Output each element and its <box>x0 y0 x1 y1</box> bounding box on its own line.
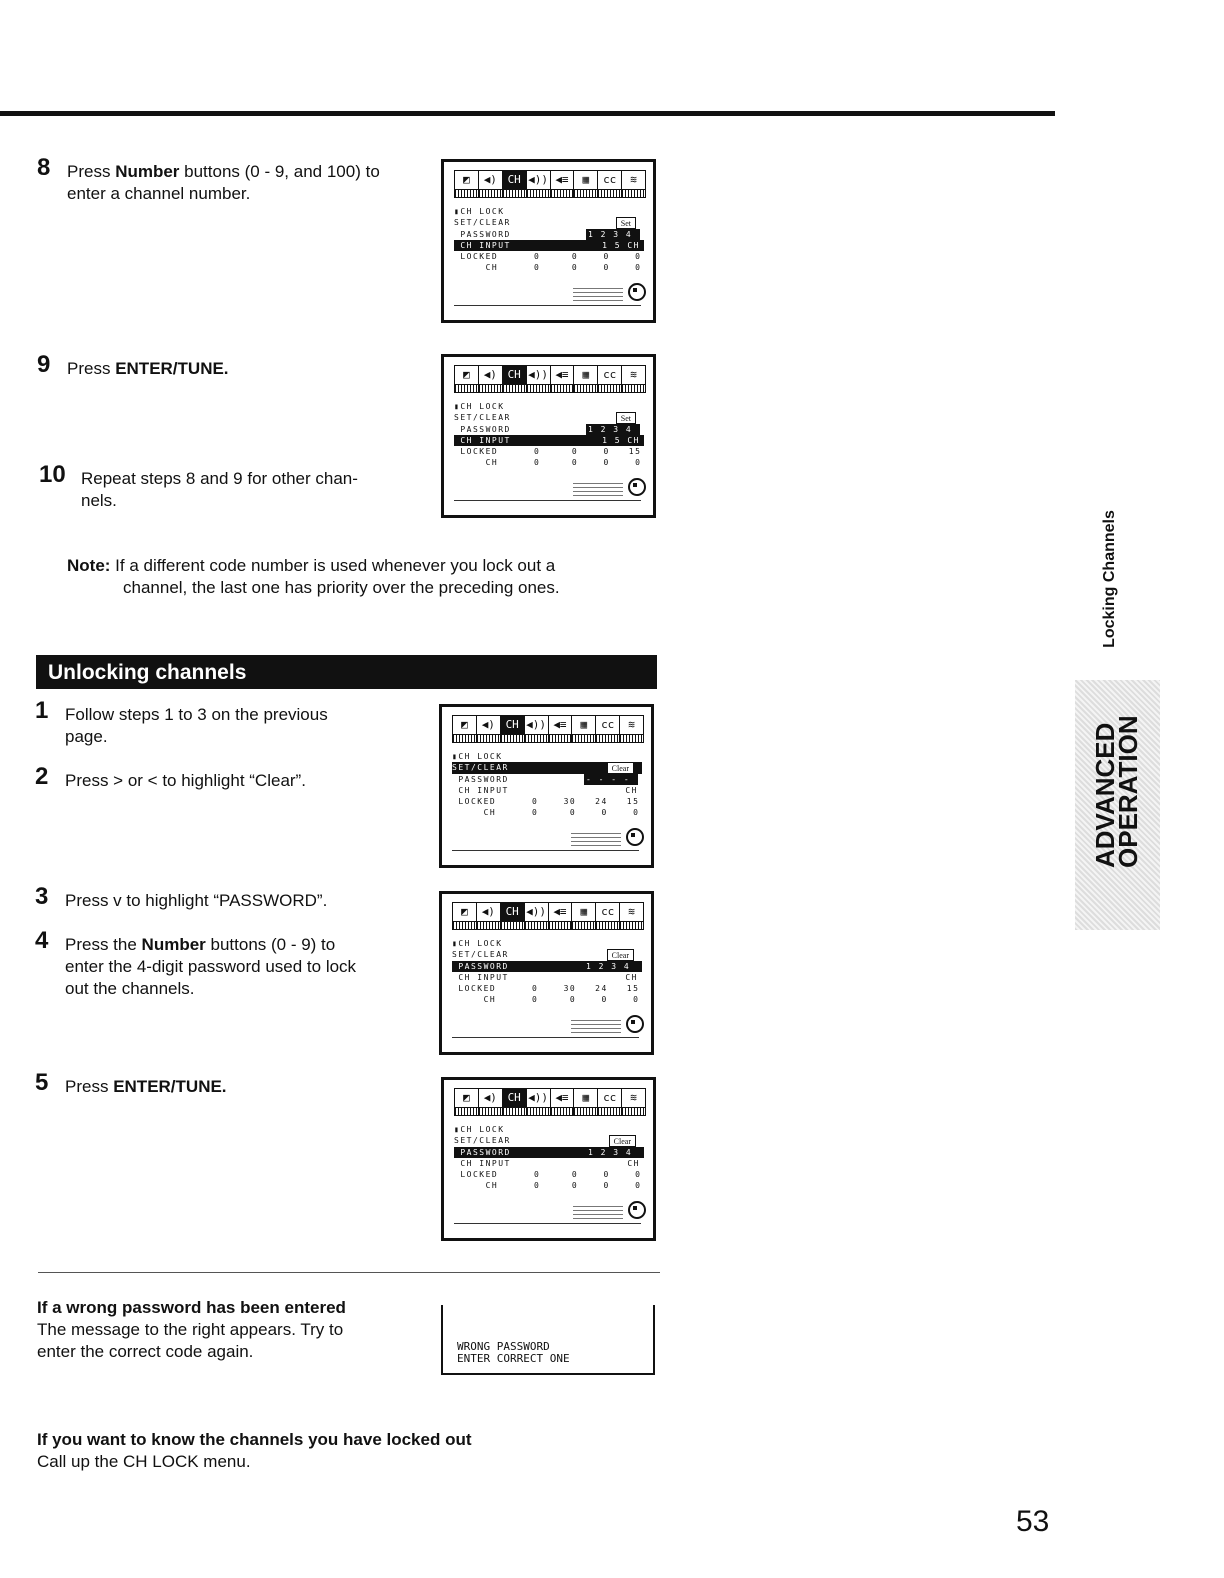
side-section-label: Locking Channels <box>1101 510 1118 648</box>
menu-tab-icon: ▦ <box>574 171 598 197</box>
menu-tab-icon: cc <box>598 171 622 197</box>
step-number: 5 <box>35 1069 49 1096</box>
help-text <box>571 1020 621 1034</box>
step-9: 9 Press ENTER/TUNE. <box>37 351 229 378</box>
menu-row-password: PASSWORD 1 2 3 4 <box>452 961 642 972</box>
menu-tab-icon: ◩ <box>453 903 477 929</box>
menu-row-password: PASSWORD - - - - <box>452 774 642 785</box>
tv-menu-screen <box>441 354 656 518</box>
ch-lock-menu <box>452 751 642 819</box>
help-text <box>573 1206 623 1220</box>
screen-footer-line <box>452 1037 639 1038</box>
menu-tab-icon: ◩ <box>453 716 477 742</box>
menu-row-set-clear: SET/CLEAR Clear <box>454 1135 644 1146</box>
menu-title: ▮CH LOCK <box>454 402 505 411</box>
menu-icon-bar <box>454 365 646 393</box>
wrong-password-screen: WRONG PASSWORD ENTER CORRECT ONE <box>441 1305 655 1375</box>
remote-icon <box>623 1012 643 1034</box>
menu-row-ch: CH 0 0 0 0 <box>485 1181 642 1191</box>
menu-tab-icon: ▦ <box>572 716 596 742</box>
step-number: 4 <box>35 927 49 954</box>
menu-tab-icon: ◀)) <box>525 903 549 929</box>
menu-tab-icon: ◀≡ <box>551 1089 575 1115</box>
ch-lock-menu <box>454 1124 644 1192</box>
menu-row-ch: CH 0 0 0 0 <box>485 263 642 273</box>
menu-row-locked: LOCKED 0 30 24 15 <box>458 797 640 807</box>
top-rule <box>0 111 1055 116</box>
menu-tab-icon: ≋ <box>622 1089 645 1115</box>
menu-tab-icon: cc <box>596 903 620 929</box>
menu-row-set-clear: SET/CLEAR Set <box>454 412 644 423</box>
step-number: 2 <box>35 763 49 790</box>
menu-row-locked: LOCKED 0 0 0 15 <box>460 447 642 457</box>
step-number: 9 <box>37 351 51 378</box>
menu-tab-icon: ◀) <box>477 903 501 929</box>
menu-tab-icon: ◀)) <box>525 716 549 742</box>
menu-tab-icon: cc <box>598 366 622 392</box>
remote-icon <box>625 280 645 302</box>
divider <box>38 1272 660 1273</box>
page-number: 53 <box>1016 1505 1050 1538</box>
step-8: 8 Press Number buttons (0 - 9, and 100) to enter a channel number. <box>37 154 380 203</box>
menu-tab-icon: ◀≡ <box>551 171 575 197</box>
ch-lock-menu <box>452 938 642 1006</box>
screen-footer-line <box>454 500 641 501</box>
step-number: 8 <box>37 154 51 181</box>
menu-tab-icon: ≋ <box>622 171 645 197</box>
menu-tab-icon: ◩ <box>455 171 479 197</box>
step-number: 1 <box>35 697 49 724</box>
menu-tab-icon: CH <box>501 903 525 929</box>
tv-menu-screen <box>441 159 656 323</box>
wrong-password-info: If a wrong password has been entered The message to the right appears. Try to enter the correct code again. <box>37 1298 346 1361</box>
menu-title: ▮CH LOCK <box>454 1125 505 1134</box>
tv-menu-screen <box>439 891 654 1055</box>
menu-tab-icon: cc <box>596 716 620 742</box>
ch-lock-menu <box>454 206 644 274</box>
menu-tab-icon: ◀≡ <box>551 366 575 392</box>
menu-tab-icon: cc <box>598 1089 622 1115</box>
remote-icon <box>625 475 645 497</box>
unlock-step-1: 1 Follow steps 1 to 3 on the previous page. <box>35 697 328 746</box>
menu-row-set-clear: SET/CLEAR Clear <box>452 762 642 773</box>
menu-row-ch-input: CH INPUT CH <box>458 972 638 982</box>
menu-row-locked: LOCKED 0 0 0 0 <box>460 252 642 262</box>
menu-tab-icon: ◀) <box>479 171 503 197</box>
note: Note: If a different code number is used whenever you lock out a channel, the last one has priority over the preceding ones. <box>67 556 560 597</box>
menu-tab-icon: ◀≡ <box>549 903 573 929</box>
menu-row-ch: CH 0 0 0 0 <box>483 808 640 818</box>
menu-tab-icon: ▦ <box>572 903 596 929</box>
menu-row-ch-input: CH INPUT CH <box>460 1158 640 1168</box>
menu-tab-icon: ◩ <box>455 1089 479 1115</box>
menu-icon-bar <box>452 902 644 930</box>
unlock-step-3: 3 Press v to highlight “PASSWORD”. <box>35 883 328 910</box>
menu-row-set-clear: SET/CLEAR Set <box>454 217 644 228</box>
unlock-step-2: 2 Press > or < to highlight “Clear”. <box>35 763 306 790</box>
screen-footer-line <box>454 1223 641 1224</box>
menu-tab-icon: ≋ <box>622 366 645 392</box>
remote-icon <box>623 825 643 847</box>
tv-menu-screen <box>439 704 654 868</box>
unlock-step-5: 5 Press ENTER/TUNE. <box>35 1069 227 1096</box>
menu-icon-bar <box>452 715 644 743</box>
menu-tab-icon: CH <box>501 716 525 742</box>
menu-row-ch: CH 0 0 0 0 <box>485 458 642 468</box>
menu-row-set-clear: SET/CLEAR Clear <box>452 949 642 960</box>
menu-icon-bar <box>454 1088 646 1116</box>
menu-row-password: PASSWORD 1 2 3 4 <box>454 1147 644 1158</box>
menu-row-ch-input: CH INPUT 1 5 CH <box>454 240 644 251</box>
menu-tab-icon: ◀≡ <box>549 716 573 742</box>
menu-title: ▮CH LOCK <box>452 752 503 761</box>
step-number: 3 <box>35 883 49 910</box>
step-10: 10 Repeat steps 8 and 9 for other chan- nels. <box>39 461 358 510</box>
menu-row-ch: CH 0 0 0 0 <box>483 995 640 1005</box>
help-text <box>573 483 623 497</box>
menu-title: ▮CH LOCK <box>454 207 505 216</box>
menu-tab-icon: ◩ <box>455 366 479 392</box>
locked-channels-info: If you want to know the channels you have locked out Call up the CH LOCK menu. <box>37 1430 472 1471</box>
remote-icon <box>625 1198 645 1220</box>
ch-lock-menu <box>454 401 644 469</box>
menu-row-ch-input: CH INPUT CH <box>458 785 638 795</box>
menu-tab-icon: ▦ <box>574 366 598 392</box>
tv-menu-screen <box>441 1077 656 1241</box>
menu-tab-icon: ◀) <box>479 366 503 392</box>
unlock-step-4: 4 Press the Number buttons (0 - 9) to enter the 4-digit password used to lock out the channels. <box>35 927 357 998</box>
screen-footer-line <box>454 305 641 306</box>
menu-tab-icon: ◀) <box>479 1089 503 1115</box>
menu-tab-icon: ◀)) <box>527 1089 551 1115</box>
menu-row-password: PASSWORD 1 2 3 4 <box>454 424 644 435</box>
menu-tab-icon: CH <box>503 171 527 197</box>
step-number: 10 <box>39 461 66 488</box>
menu-tab-icon: ◀) <box>477 716 501 742</box>
menu-tab-icon: ▦ <box>574 1089 598 1115</box>
help-text <box>571 833 621 847</box>
menu-title: ▮CH LOCK <box>452 939 503 948</box>
section-title: Unlocking channels <box>36 655 657 689</box>
menu-tab-icon: ◀)) <box>527 366 551 392</box>
menu-icon-bar <box>454 170 646 198</box>
menu-row-locked: LOCKED 0 30 24 15 <box>458 984 640 994</box>
screen-footer-line <box>452 850 639 851</box>
menu-tab-icon: CH <box>503 366 527 392</box>
menu-row-password: PASSWORD 1 2 3 4 <box>454 229 644 240</box>
help-text <box>573 288 623 302</box>
menu-tab-icon: ◀)) <box>527 171 551 197</box>
menu-row-ch-input: CH INPUT 1 5 CH <box>454 435 644 446</box>
menu-row-locked: LOCKED 0 0 0 0 <box>460 1170 642 1180</box>
advanced-operation-tab: ADVANCED OPERATION <box>1075 680 1160 930</box>
menu-tab-icon: CH <box>503 1089 527 1115</box>
menu-tab-icon: ≋ <box>620 903 643 929</box>
menu-tab-icon: ≋ <box>620 716 643 742</box>
